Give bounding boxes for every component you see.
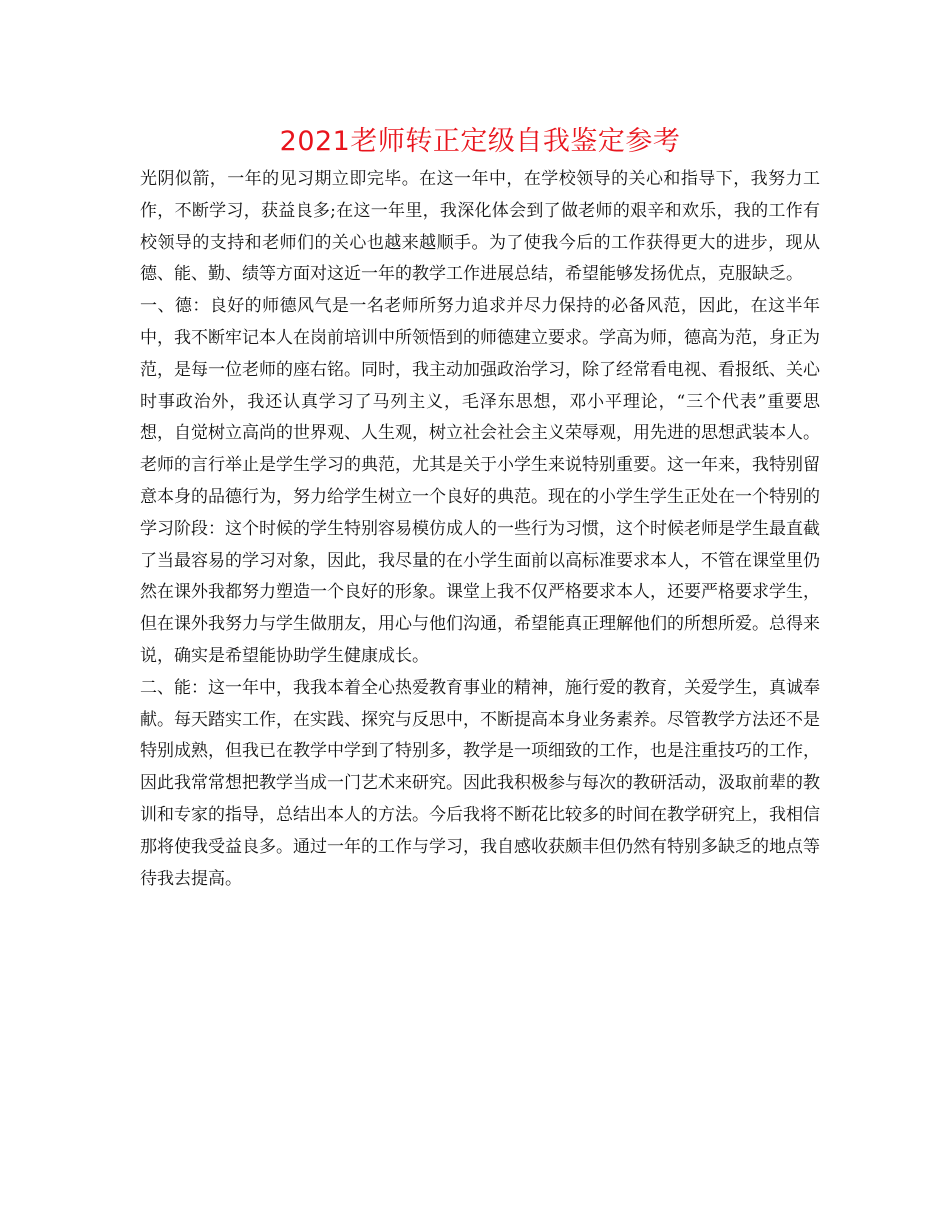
paragraph-morality: 一、德：良好的师德风气是一名老师所努力追求并尽力保持的必备风范，因此，在这半年中，我不断牢记本人在岗前培训中所领悟到的师德建立要求。学高为师，德高为范，身正为范，是每一位老师的座右铭。同时，我主动加强政治学习，除了经常看电视、看报纸、关心时事政治外，我还认真学习了马列主义，毛泽东思想，邓小平理论，“三个代表”重要思想，自觉树立高尚的世界观、人生观，树立社会社会主义荣辱观，用先进的思想武装本人。 xyxy=(140,296,820,444)
paragraph-intro: 光阴似箭，一年的见习期立即完毕。在这一年中，在学校领导的关心和指导下，我努力工作，不断学习，获益良多;在这一年里，我深化体会到了做老师的艰辛和欢乐，我的工作有校领导的支持和老师们的关心也越来越顺手。为了使我今后的工作获得更大的进步，现从德、能、勤、绩等方面对这近一年的教学工作进展总结，希望能够发扬优点，克服缺乏。 xyxy=(140,169,820,285)
paragraph-ability: 二、能：这一年中，我我本着全心热爱教育事业的精神，施行爱的教育，关爱学生，真诚奉献。每天踏实工作，在实践、探究与反思中，不断提高本身业务素养。尽管教学方法还不是特别成熟，但我已在教学中学到了特别多，教学是一项细致的工作，也是注重技巧的工作，因此我常常想把教学当成一门艺术来研究。因此我积极参与每次的教研活动，汲取前辈的教训和专家的指导，总结出本人的方法。今后我将不断花比较多的时间在教学研究上，我相信那将使我受益良多。通过一年的工作与学习，我自感收获颇丰但仍然有特别多缺乏的地点等待我去提高。 xyxy=(140,677,820,889)
paragraph-teacher-example: 老师的言行举止是学生学习的典范，尤其是关于小学生来说特别重要。这一年来，我特别留意本身的品德行为，努力给学生树立一个良好的典范。现在的小学生学生正处在一个特别的学习阶段：这个时候的学生特别容易模仿成人的一些行为习惯，这个时候老师是学生最直截了当最容易的学习对象，因此，我尽量的在小学生面前以高标准要求本人，不管在课堂里仍然在课外我都努力塑造一个良好的形象。课堂上我不仅严格要求本人，还要严格要求学生，但在课外我努力与学生做朋友，用心与他们沟通，希望能真正理解他们的所想所爱。总得来说，确实是希望能协助学生健康成长。 xyxy=(140,455,820,666)
document-title: 2021老师转正定级自我鉴定参考 xyxy=(279,126,681,157)
